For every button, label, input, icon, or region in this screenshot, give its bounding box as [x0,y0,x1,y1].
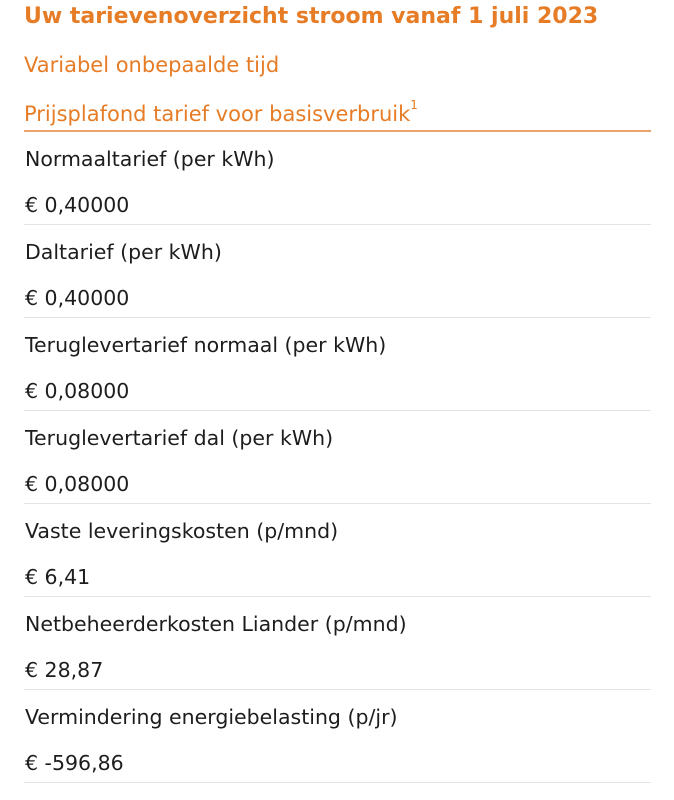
tariff-row-normaaltarief [24,132,651,225]
tariff-label: Vermindering energiebelasting (p/jr) [25,705,398,729]
tariff-value: € 0,40000 [25,193,130,217]
tariff-row-daltarief [24,225,651,318]
tariff-row-teruglever-dal [24,411,651,504]
tariff-row-vaste-leveringskosten [24,504,651,597]
tariff-value: € 6,41 [25,565,91,589]
tariff-value: € 0,08000 [25,472,130,496]
tariff-label: Teruglevertarief dal (per kWh) [25,426,334,450]
tariff-label: Netbeheerderkosten Liander (p/mnd) [25,612,407,636]
tariff-label: Vaste leveringskosten (p/mnd) [25,519,339,543]
tariff-label: Normaaltarief (per kWh) [25,147,275,171]
contract-type-label: Variabel onbepaalde tijd [24,53,280,77]
tariff-row-vermindering-energiebelasting [24,690,651,783]
tariff-value: € 0,08000 [25,379,130,403]
section-title-text: Prijsplafond tarief voor basisverbruik [24,102,411,126]
tariff-label: Daltarief (per kWh) [25,240,222,264]
page-title: Uw tarievenoverzicht stroom vanaf 1 juli 2023 [24,4,599,29]
tariff-value: € 28,87 [25,658,104,682]
tariff-value: € -596,86 [25,751,124,775]
tariff-label: Teruglevertarief normaal (per kWh) [25,333,387,357]
tariff-row-teruglever-normaal [24,318,651,411]
tariff-list [24,132,650,783]
footnote-marker: 1 [410,98,418,112]
section-title [24,96,650,126]
tariff-value: € 0,40000 [25,286,130,310]
tariff-row-netbeheerderkosten [24,597,651,690]
